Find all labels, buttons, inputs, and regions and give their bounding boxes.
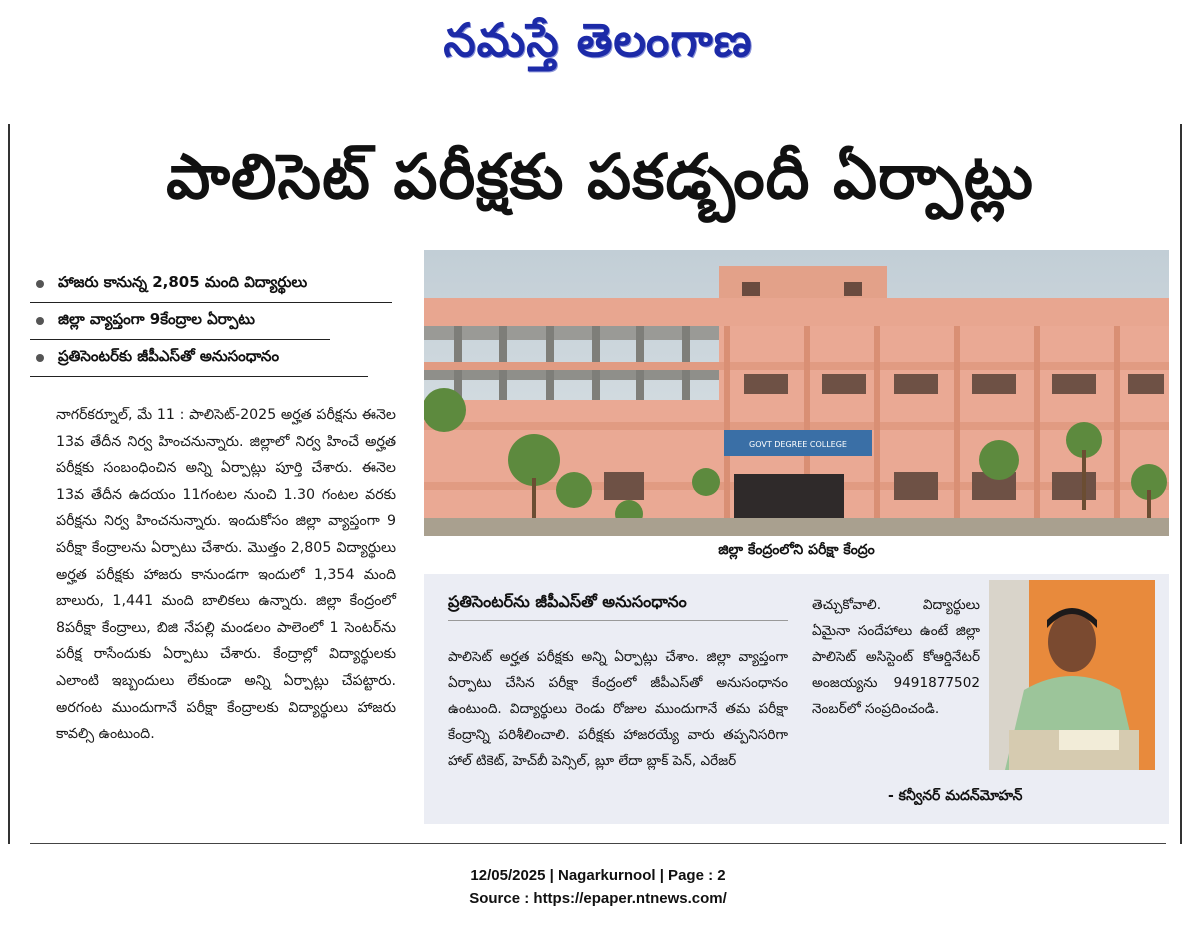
bullet-text: హాజరు కానున్న 2,805 మంది విద్యార్థులు [58, 273, 308, 291]
sidebar-body: పాలిసెట్ అర్హత పరీక్షకు అన్ని ఏర్పాట్లు చేశాం. జిల్లా వ్యాప్తంగా ఏర్పాటు చేసిన పరీక్షా కేంద్రంలో జీపీఎస్‌తో అనుసంధానం ఉంటుంది. విద్యార్థులు రెండు రోజుల ముందుగానే తమ పరీక్షా కేంద్రాన్ని పరిశీలించాలి. పరీక్షకు హాజరయ్యే వారు తప్పనిసరిగా హాల్ టికెట్, హెచ్‌బీ పెన్సిల్, బ్లూ లేదా బ్లాక్ పెన్, ఎరేజర్ [448, 649, 788, 769]
footer-date-line: 12/05/2025 | Nagarkurnool | Page : 2 [470, 867, 726, 884]
sidebar-title-rule [448, 620, 788, 621]
sidebar-title: ప్రతిసెంటర్‌ను జీపీఎస్‌తో అనుసంధానం [448, 592, 687, 611]
article-headline: పాలిసెట్ పరీక్షకు పకడ్బందీ ఏర్పాట్లు [166, 140, 1034, 213]
convener-portrait [989, 580, 1155, 770]
footer-source-line: Source : https://epaper.ntnews.com/ [469, 890, 727, 907]
bullet-item [30, 266, 392, 303]
bullet-item [30, 303, 330, 340]
bullet-text: ప్రతిసెంటర్‌కు జీపీఎస్‌తో అనుసంధానం [58, 347, 280, 365]
bullet-text: జిల్లా వ్యాప్తంగా 9కేంద్రాల ఏర్పాటు [58, 310, 255, 328]
newspaper-masthead [0, 8, 1196, 72]
left-column-rule [8, 124, 10, 844]
masthead-title: నమస్తే తెలంగాణ [443, 13, 753, 67]
highlight-bullets [30, 266, 400, 377]
photo-caption: జిల్లా కేంద్రంలోని పరీక్షా కేంద్రం [718, 542, 875, 558]
footer-divider [30, 843, 1166, 844]
exam-center-photo [424, 250, 1169, 536]
bullet-dot-icon [36, 280, 44, 288]
right-column-rule [1180, 124, 1182, 844]
sidebar-body-continued: తెచ్చుకోవాలి. విద్యార్థులు ఏమైనా సందేహాలు ఉంటే జిల్లా పాలిసెట్ అసిస్టెంట్ కోఆర్డినేటర్ అంజయ్యను 9491877502 నెంబర్‌లో సంప్రదించండి. [812, 597, 980, 717]
bullet-dot-icon [36, 317, 44, 325]
convener-signature: - కన్వీనర్ మదన్‌మోహన్ [888, 788, 1023, 804]
bullet-dot-icon [36, 354, 44, 362]
page-footer [0, 864, 1196, 910]
bullet-item [30, 340, 368, 377]
college-signboard: GOVT DEGREE COLLEGE [749, 440, 847, 449]
article-body: నాగర్‌కర్నూల్, మే 11 : పాలిసెట్-2025 అర్హత పరీక్షను ఈనెల 13వ తేదీన నిర్వ హించనున్నారు. జిల్లాలో నిర్వ హించే అర్హత పరీక్షకు సంబంధించిన అన్ని ఏర్పాట్లు పూర్తి చేశారు. ఈనెల 13వ తేదీన ఉదయం 11గంటల నుంచి 1.30 గంటల వరకు పరీక్షను నిర్వ హించనున్నారు. ఇందుకోసం జిల్లా వ్యాప్తంగా 9 పరీక్షా కేంద్రాలను ఏర్పాటు చేశారు. మొత్తం 2,805 విద్యార్థులు అర్హత పరీక్షకు హాజరు కానుండగా ఇందులో 1,354 మంది బాలురు, 1,441 మంది బాలికలు ఉన్నారు. జిల్లా కేంద్రంలో 8పరీక్షా కేంద్రాలు, బిజి నేపల్లి మండలం పాలెంలో 1 సెంటర్‌ను పరీక్ష రాసేందుకు ఏర్పాటు చేశారు. కేంద్రాల్లో విద్యార్థులకు ఎలాంటి ఇబ్బందులు లేకుండా అన్ని ఏర్పాట్లు చేపట్టారు. అరగంట ముందుగానే పరీక్షా కేంద్రాలకు విద్యార్థులు హాజరు కావల్సి ఉంటుంది. [56, 407, 396, 743]
